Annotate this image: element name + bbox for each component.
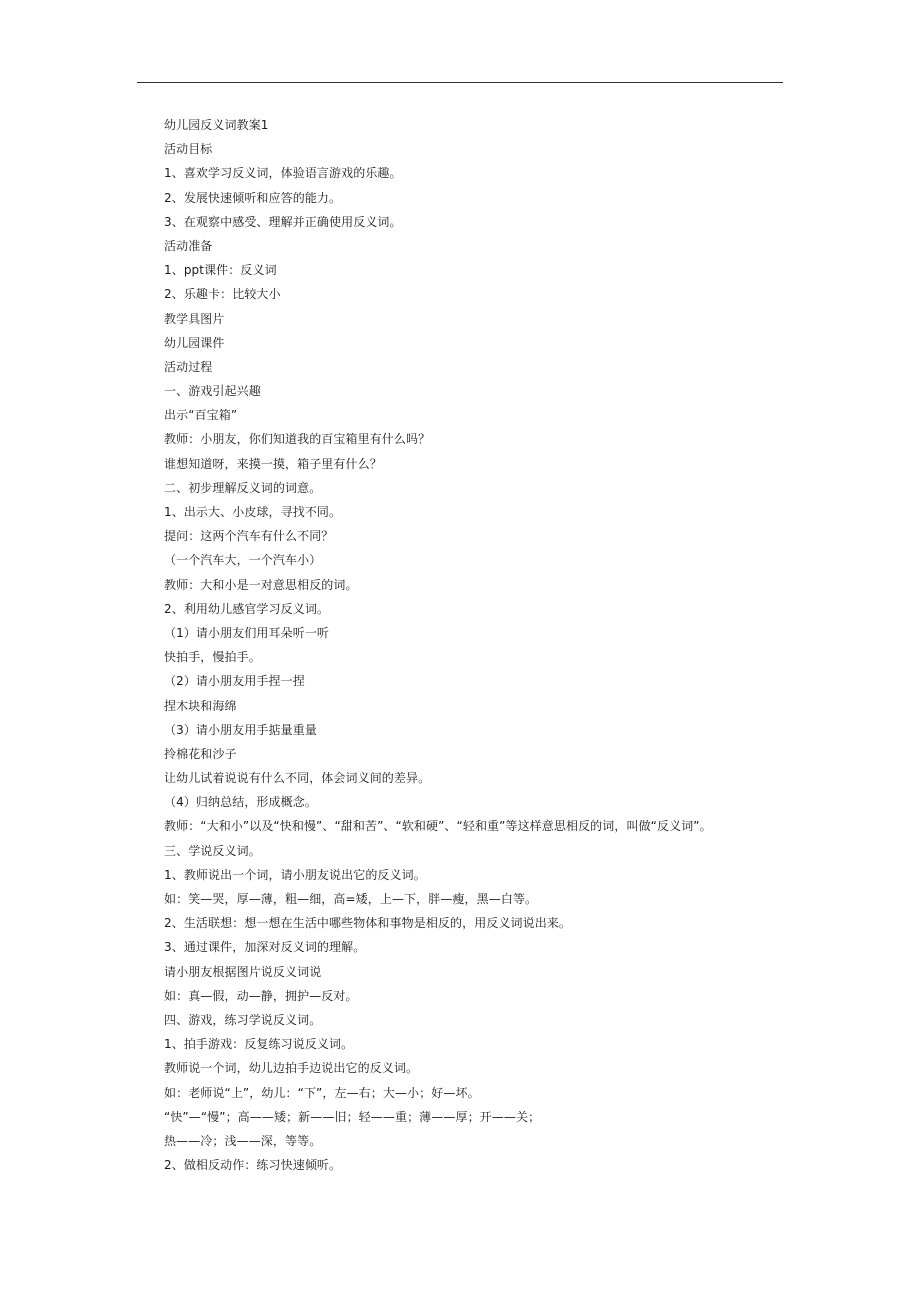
text-line: 1、教师说出一个词，请小朋友说出它的反义词。 [164, 867, 426, 882]
text-line: 2、生活联想：想一想在生活中哪些物体和事物是相反的，用反义词说出来。 [164, 916, 572, 931]
text-line: （4）归纳总结，形成概念。 [164, 795, 317, 810]
text-line: “快”—“慢”；高——矮；新——旧；轻——重；薄——厚；开——关； [164, 1109, 541, 1124]
section-heading: 活动过程 [164, 359, 213, 374]
text-line: 2、发展快速倾听和应答的能力。 [164, 190, 342, 205]
text-line: （2）请小朋友用手捏一捏 [164, 674, 305, 689]
text-line: 3、在观察中感受、理解并正确使用反义词。 [164, 214, 402, 229]
text-line: 如：老师说“上”，幼儿：“下”，左—右；大—小；好—坏。 [164, 1085, 480, 1100]
text-line: 让幼儿试着说说有什么不同，体会词义间的差异。 [164, 771, 431, 786]
section-heading: 活动准备 [164, 238, 213, 253]
text-line: 捏木块和海绵 [164, 698, 237, 713]
text-line: 教师说一个词，幼儿边拍手边说出它的反义词。 [164, 1061, 419, 1076]
text-line: 四、游戏，练习学说反义词。 [164, 1012, 322, 1027]
text-line: 2、乐趣卡：比较大小 [164, 287, 281, 302]
text-line: 2、利用幼儿感官学习反义词。 [164, 601, 330, 616]
text-line: 一、游戏引起兴趣 [164, 384, 261, 399]
text-line: 1、喜欢学习反义词，体验语言游戏的乐趣。 [164, 166, 402, 181]
section-heading: 活动目标 [164, 142, 213, 157]
text-line: 教师：小朋友，你们知道我的百宝箱里有什么吗？ [164, 432, 431, 447]
text-line: （一个汽车大，一个汽车小） [164, 553, 322, 568]
text-line: 快拍手，慢拍手。 [164, 650, 261, 665]
text-line: 提问：这两个汽车有什么不同？ [164, 529, 334, 544]
text-line: 教师：“大和小”以及“快和慢”、“甜和苦”、“软和硬”、“轻和重”等这样意思相反的词，叫做“反义词”。 [164, 819, 712, 834]
text-line: （3）请小朋友用手掂量重量 [164, 722, 317, 737]
text-line: 2、做相反动作：练习快速倾听。 [164, 1158, 342, 1173]
text-line: 如：真—假，动—静，拥护—反对。 [164, 988, 358, 1003]
text-line: 二、初步理解反义词的词意。 [164, 480, 322, 495]
text-line: 1、ppt课件：反义词 [164, 263, 277, 278]
document-body [164, 113, 784, 1177]
text-line: 1、出示大、小皮球，寻找不同。 [164, 505, 342, 519]
text-line: 出示“百宝箱” [164, 408, 238, 423]
header-rule [137, 82, 783, 83]
text-line: （1）请小朋友们用耳朵听一听 [164, 625, 330, 640]
text-line: 热——冷；浅——深，等等。 [164, 1133, 322, 1148]
text-line: 3、通过课件，加深对反义词的理解。 [164, 940, 366, 955]
text-line: 1、拍手游戏：反复练习说反义词。 [164, 1037, 354, 1052]
text-line: 谁想知道呀，来摸一摸，箱子里有什么？ [164, 456, 382, 471]
text-line: 幼儿园课件 [164, 335, 225, 350]
text-line: 三、学说反义词。 [164, 843, 261, 858]
text-line: 教师：大和小是一对意思相反的词。 [164, 577, 358, 592]
text-line: 请小朋友根据图片说反义词说 [164, 964, 322, 979]
text-line: 拎棉花和沙子 [164, 746, 237, 761]
text-line: 如：笑—哭，厚—薄，粗—细，高=矮，上—下，胖—瘦，黑—白等。 [164, 892, 538, 906]
doc-title: 幼儿园反义词教案1 [164, 118, 269, 132]
text-line: 教学具图片 [164, 311, 225, 326]
